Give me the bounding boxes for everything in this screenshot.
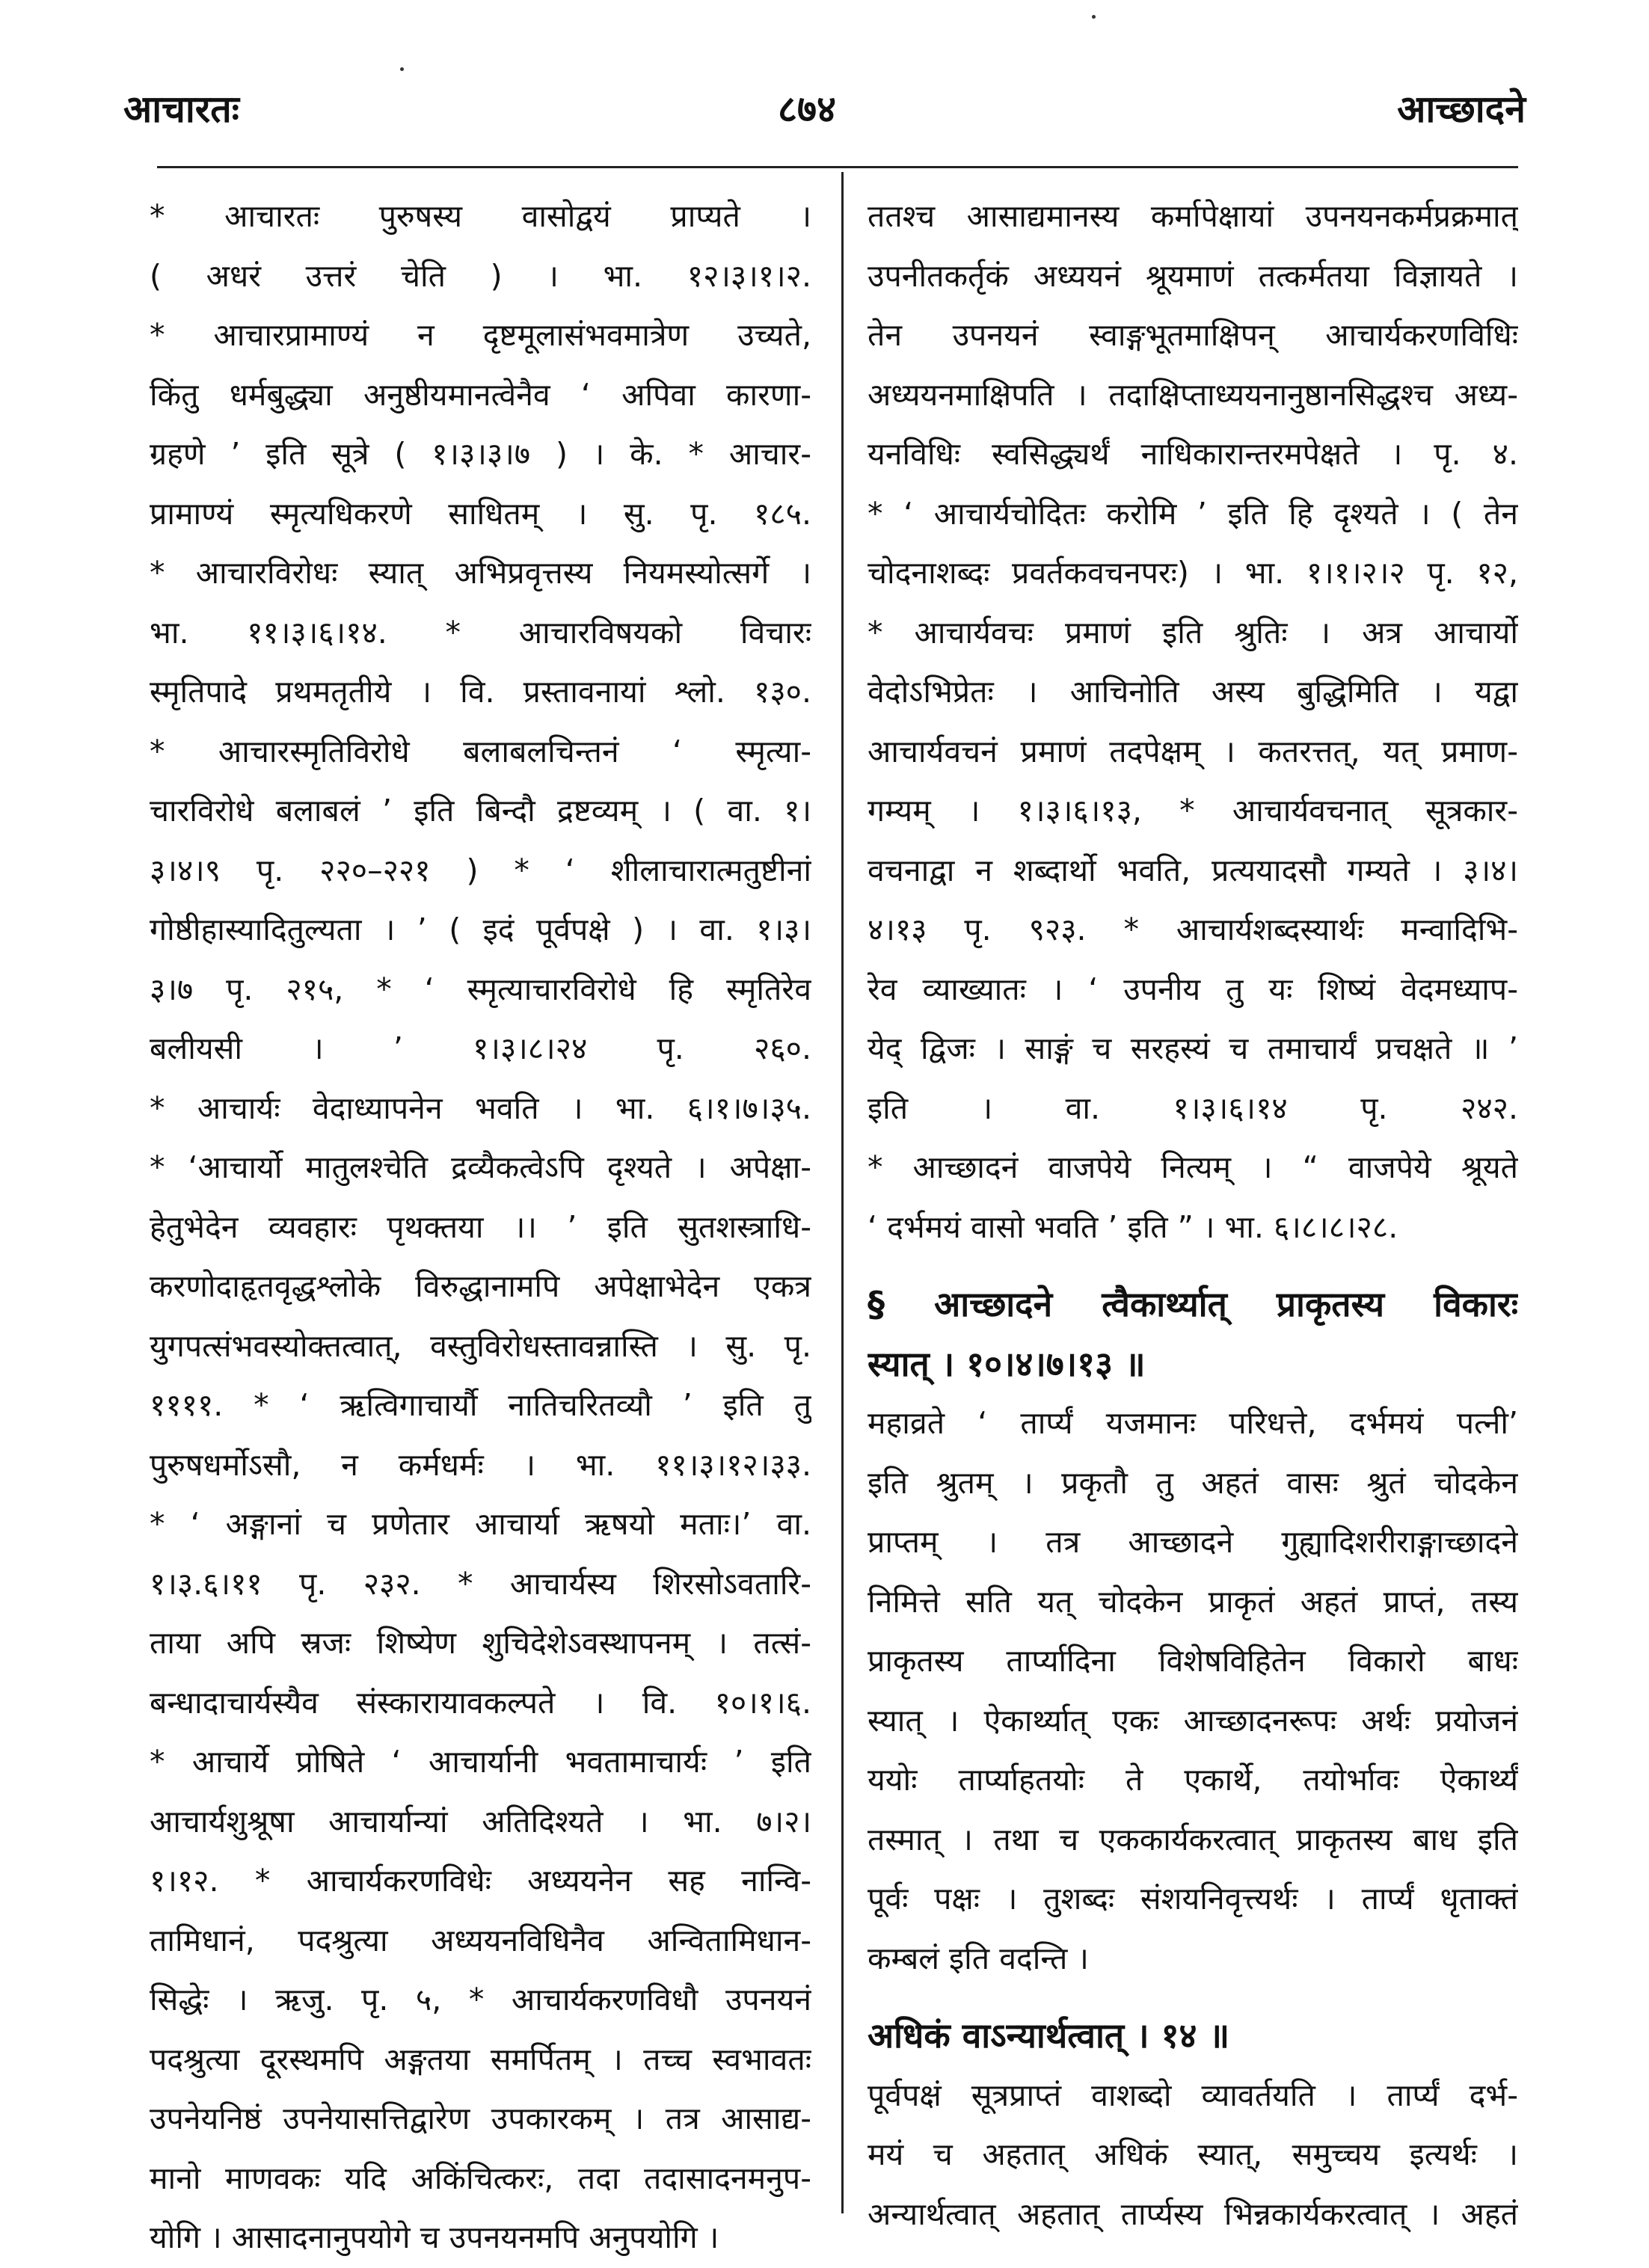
- text-line: प्राकृतस्य तार्प्यादिना विशेषविहितेन विकारो बाधः: [868, 1643, 1518, 1679]
- text-line: ४।१३ पृ. ९२३. * आचार्यशब्दस्यार्थः मन्वादिभि-: [868, 912, 1518, 947]
- text-line: ‘ दर्भमयं वासो भवति ’ इति ” । भा. ६।८।८।२८.: [868, 1208, 1398, 1245]
- text-line: महाव्रते ‘ तार्प्यं यजमानः परिधत्ते, दर्भमयं पत्नी’: [868, 1405, 1518, 1441]
- text-line: येद् द्विजः । साङ्गं च सरहस्यं च तमाचार्यं प्रचक्षते ॥ ’: [868, 1030, 1518, 1066]
- left-column: [150, 187, 811, 2268]
- text-line: स्यात् । ऐकार्थ्यात् एकः आच्छादनरूपः अर्थः प्रयोजनं: [868, 1702, 1518, 1739]
- text-line: स्यात् । १०।४।७।१३ ॥: [868, 1343, 1146, 1384]
- text-line: ययोः तार्प्याहतयोः ते एकार्थे, तयोर्भावः ऐकार्थ्यं: [868, 1762, 1518, 1798]
- text-line: तामिधानं, पदश्रुत्या अध्ययनविधिनैव अन्वितामिधान-: [150, 1922, 811, 1958]
- text-line: पूर्वः पक्षः । तुशब्दः संशयनिवृत्त्यर्थः । तार्प्यं धृताक्तं: [868, 1881, 1518, 1917]
- text-line: इति । वा. १।३।६।१४ पृ. २४२.: [868, 1090, 1518, 1126]
- text-line: सिद्धेः । ऋजु. पृ. ५, * आचार्यकरणविधौ उपनयनं: [150, 1982, 811, 2017]
- text-line: बन्धादाचार्यस्यैव संस्कारायावकल्पते । वि. १०।१।६.: [150, 1684, 811, 1721]
- text-line: आचार्यवचनं प्रमाणं तदपेक्षम् । कतरत्तत्, यत् प्रमाण-: [868, 733, 1518, 769]
- header-rule: [157, 166, 1518, 168]
- text-line: * ‘ आचार्यचोदितः करोमि ’ इति हि दृश्यते । ( तेन: [868, 495, 1518, 532]
- text-line: हेतुभेदेन व्यवहारः पृथक्तया ।। ’ इति सुतशस्त्राधि-: [150, 1208, 811, 1245]
- text-line: * ‘ अङ्गानां च प्रणेतार आचार्या ऋषयो मताः।’ वा.: [150, 1506, 811, 1542]
- text-line: प्राप्तम् । तत्र आच्छादने गुह्यादिशरीराङ्गाच्छादने: [868, 1524, 1518, 1560]
- sutra2-commentary: [868, 2066, 1518, 2245]
- text-line: आचार्यशुश्रूषा आचार्यान्यां अतिदिश्यते । भा. ७।२।: [150, 1803, 811, 1840]
- text-line: वेदोऽभिप्रेतः । आचिनोति अस्य बुद्धिमिति । यद्वा: [868, 674, 1518, 710]
- text-line: योगि । आसादनानुपयोगे च उपनयनमपि अनुपयोगि ।: [150, 2219, 719, 2255]
- text-line: उपनेयनिष्ठं उपनेयासत्तिद्वारेण उपकारकम् । तत्र आसाद्य-: [150, 2100, 811, 2136]
- text-line: कम्बलं इति वदन्ति ।: [868, 1940, 1089, 1976]
- text-line: इति श्रुतम् । प्रकृतौ तु अहतं वासः श्रुतं चोदकेन: [868, 1464, 1518, 1501]
- section-gap: [868, 1257, 1518, 1275]
- text-line: चोदनाशब्दः प्रवर्तकवचनपरः) । भा. १।१।२।२ पृ. १२,: [868, 555, 1518, 591]
- text-line: * ‘आचार्यो मातुलश्चेति द्रव्यैकत्वेऽपि दृश्यते । अपेक्षा-: [150, 1149, 811, 1185]
- text-line: * आचार्यवचः प्रमाणं इति श्रुतिः । अत्र आचार्यो: [868, 614, 1518, 651]
- text-line: मयं च अहतात् अधिकं स्यात्, समुच्चय इत्यर्थः ।: [868, 2136, 1518, 2172]
- text-line: ग्रहणे ’ इति सूत्रे ( १।३।३।७ ) । के. * आचार-: [150, 436, 811, 472]
- text-line: रेव व्याख्यातः । ‘ उपनीय तु यः शिष्यं वेदमध्याप-: [868, 971, 1518, 1007]
- scan-speck: [400, 67, 404, 71]
- right-column: [868, 187, 1518, 2244]
- text-line: तस्मात् । तथा च एककार्यकरत्वात् प्राकृतस्य बाध इति: [868, 1821, 1518, 1857]
- column-divider: [841, 172, 844, 2213]
- text-line: करणोदाहृतवृद्धश्लोके विरुद्धानामपि अपेक्षाभेदेन एकत्र: [150, 1268, 811, 1304]
- text-line: § आच्छादने त्वैकार्थ्यात् प्राकृतस्य विकारः: [868, 1284, 1518, 1324]
- text-line: * आचार्यः वेदाध्यापनेन भवति । भा. ६।१।७।३५.: [150, 1090, 811, 1126]
- text-line: पुरुषधर्मोऽसौ, न कर्मधर्मः । भा. ११।३।१२।३३.: [150, 1446, 811, 1483]
- text-line: यनविधिः स्वसिद्ध्यर्थं नाधिकारान्तरमपेक्षते । पृ. ४.: [868, 436, 1518, 472]
- sutra-heading: [868, 1275, 1518, 1394]
- running-head-right: आच्छादने: [1397, 87, 1526, 131]
- text-line: ( अधरं उत्तरं चेति ) । भा. १२।३।१।२.: [150, 257, 811, 294]
- text-line: ताया अपि स्रजः शिष्येण शुचिदेशेऽवस्थापनम् । तत्सं-: [150, 1625, 811, 1661]
- text-line: पूर्वपक्षं सूत्रप्राप्तं वाशब्दो व्यावर्तयति । तार्प्यं दर्भ-: [868, 2077, 1518, 2113]
- text-line: १।१२. * आचार्यकरणविधेः अध्ययनेन सह नान्वि-: [150, 1863, 811, 1899]
- text-line: चारविरोधे बलाबलं ’ इति बिन्दौ द्रष्टव्यम् । ( वा. १।: [150, 793, 811, 829]
- text-line: अध्ययनमाक्षिपति । तदाक्षिप्ताध्ययनानुष्ठानसिद्धश्च अध्य-: [868, 376, 1518, 413]
- text-line: * आच्छादनं वाजपेये नित्यम् । “ वाजपेये श्रूयते: [868, 1149, 1518, 1185]
- text-line: बलीयसी । ’ १।३।८।२४ पृ. २६०.: [150, 1030, 811, 1066]
- text-line: १।३.६।११ पृ. २३२. * आचार्यस्य शिरसोऽवतारि-: [150, 1565, 811, 1602]
- text-line: निमित्ते सति यत् चोदकेन प्राकृतं अहतं प्राप्तं, तस्य: [868, 1583, 1518, 1620]
- text-line: उपनीतकर्तृकं अध्ययनं श्रूयमाणं तत्कर्मतया विज्ञायते ।: [868, 257, 1518, 294]
- text-line: अन्यार्थत्वात् अहतात् तार्प्यस्य भिन्नकार्यकरत्वात् । अहतं: [868, 2195, 1518, 2232]
- text-line: स्मृतिपादे प्रथमतृतीये । वि. प्रस्तावनायां श्लो. १३०.: [150, 674, 811, 710]
- running-head-left: आचारतः: [123, 87, 239, 131]
- text-line: मानो माणवकः यदि अकिंचित्करः, तदा तदासादनमनुप-: [150, 2160, 811, 2196]
- text-line: किंतु धर्मबुद्ध्या अनुष्ठीयमानत्वेनैव ‘ अपिवा कारणा-: [150, 376, 811, 413]
- text-line: गोष्ठीहास्यादितुल्यता । ’ ( इदं पूर्वपक्षे ) । वा. १।३।: [150, 912, 811, 947]
- text-line: * आचारस्मृतिविरोधे बलाबलचिन्तनं ‘ स्मृत्या-: [150, 733, 811, 769]
- text-line: ३।७ पृ. २१५, * ‘ स्मृत्याचारविरोधे हि स्मृतिरेव: [150, 971, 811, 1007]
- text-line: * आचारतः पुरुषस्य वासोद्वयं प्राप्यते ।: [150, 198, 811, 234]
- text-line: वचनाद्वा न शब्दार्थो भवति, प्रत्ययादसौ गम्यते । ३।४।: [868, 852, 1518, 888]
- text-line: तेन उपनयनं स्वाङ्गभूतमाक्षिपन् आचार्यकरणविधिः: [868, 317, 1518, 353]
- text-line: ११११. * ‘ ऋत्विगाचार्यौ नातिचरितव्यौ ’ इति तु: [150, 1387, 811, 1423]
- sutra2-heading: अधिकं वाऽन्यार्थत्वात् । १४ ॥: [868, 2015, 1229, 2056]
- page-number: ८७४: [778, 87, 836, 131]
- text-line: ततश्च आसाद्यमानस्य कर्मापेक्षायां उपनयनकर्मप्रक्रमात्: [868, 198, 1518, 234]
- scan-speck: [1092, 15, 1096, 19]
- right-column-entries: [868, 187, 1518, 1257]
- sutra-commentary: [868, 1394, 1518, 1988]
- text-line: * आचारप्रामाण्यं न दृष्टमूलासंभवमात्रेण उच्यते,: [150, 317, 811, 353]
- text-line: भा. ११।३।६।१४. * आचारविषयको विचारः: [150, 614, 811, 651]
- text-line: युगपत्संभवस्योक्तत्वात्, वस्तुविरोधस्तावन्नास्ति । सु. पृ.: [150, 1327, 811, 1364]
- text-line: पदश्रुत्या दूरस्थमपि अङ्गतया समर्पितम् । तच्च स्वभावतः: [150, 2041, 811, 2077]
- text-line: ३।४।९ पृ. २२०–२२१ ) * ‘ शीलाचारात्मतुष्टीनां: [150, 852, 811, 888]
- section-gap: [868, 1988, 1518, 2006]
- text-line: गम्यम् । १।३।६।१३, * आचार्यवचनात् सूत्रकार-: [868, 793, 1518, 829]
- text-line: प्रामाण्यं स्मृत्यधिकरणे साधितम् । सु. पृ. १८५.: [150, 495, 811, 532]
- text-line: * आचार्ये प्रोषिते ‘ आचार्यानी भवतामाचार्यः ’ इति: [150, 1744, 811, 1780]
- text-line: * आचारविरोधः स्यात् अभिप्रवृत्तस्य नियमस्योत्सर्गे ।: [150, 555, 811, 591]
